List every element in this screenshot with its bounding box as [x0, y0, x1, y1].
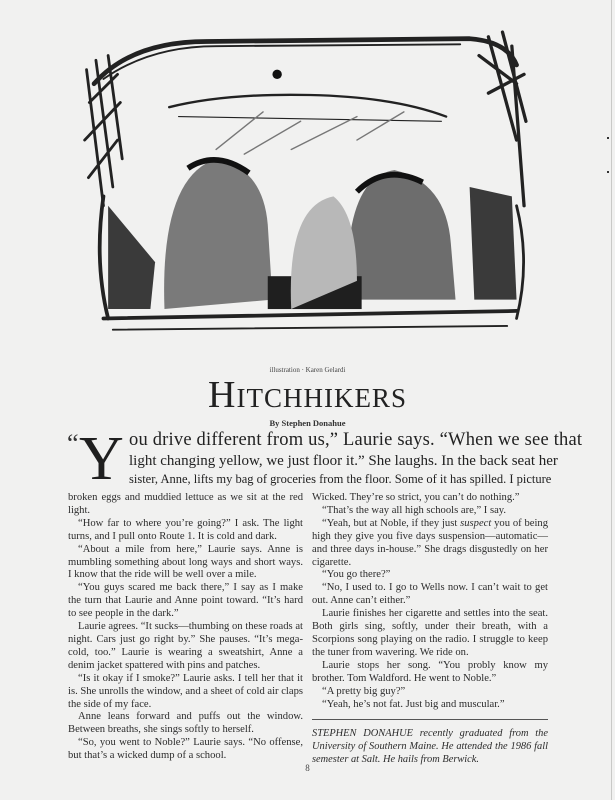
lead-line-3: sister, Anne, lifts my bag of groceries from the floor. Some of it has spilled. I picture: [129, 472, 552, 486]
paragraph: “About a mile from here,” Laurie says. Anne is mumbling something about long ways and short ways. I know that the ride will be well over a mile.: [68, 543, 303, 581]
paragraph: Laurie agrees. “It sucks—thumbing on these roads at night. Cars just go right by.” She pauses. “It’s mega-cold, too.” Laurie is wearing a sweatshirt, Anne a denim jacket spattered with pins and patches.: [68, 621, 303, 671]
lead-line-2: light changing yellow, we just floor it.” She laughs. In the back seat her: [129, 453, 558, 469]
paragraph: [312, 518, 548, 570]
text: you of being high they give you five days suspension—automatic—and three days in-house.” She drags disgustedly on her cigarette.: [312, 517, 548, 568]
paragraph: “So, you went to Noble?” Laurie says. “No offense, but that’s a wicked dump of a school.: [68, 737, 303, 762]
page-edge-mark: [607, 137, 609, 139]
lead-line-1: ou drive different from us,” Laurie says. “When we see that: [129, 430, 583, 450]
open-quote: “: [67, 429, 79, 458]
author-bio: STEPHEN DONAHUE recently graduated from the University of Southern Maine. He attended the 1986 fall semester at Salt. He hails from Berwick.: [312, 728, 548, 766]
paragraph: Laurie finishes her cigarette and settles into the seat. Both girls sing, softly, under their breath, with a Scorpions song playing on the radio. I struggle to keep the tuner from wavering. We ride on.: [312, 608, 548, 658]
right-column: [312, 492, 548, 767]
paragraph: “Yeah, he’s not fat. Just big and muscular.”: [322, 698, 505, 710]
paragraph: Anne leans forward and puffs out the window. Between breaths, she sings softly to herself.: [68, 711, 303, 736]
page-number: 8: [305, 763, 310, 773]
text: “Yeah, but at Noble, if they just: [322, 517, 461, 529]
illustration-credit: illustration · Karen Gelardi: [269, 366, 346, 374]
left-column: [68, 492, 303, 763]
emphasis: suspect: [460, 517, 492, 529]
lead-paragraph: [67, 425, 583, 493]
paragraph: broken eggs and muddied lettuce as we sit at the red light.: [68, 492, 303, 516]
drop-cap: Y: [79, 425, 124, 493]
paragraph: “You go there?”: [322, 569, 391, 581]
paragraph: “That’s the way all high schools are,” I say.: [322, 504, 507, 516]
byline: By Stephen Donahue: [269, 418, 346, 428]
article-title: Hitchhikers: [208, 374, 407, 416]
car-interior-illustration: [62, 18, 558, 356]
paragraph: “How far to where you’re going?” I ask. The light turns, and I pull onto Route 1. It is cold and dark.: [68, 517, 303, 542]
paragraph: “You guys scared me back there,” I say as I make the turn that Laurie and Anne point toward. “It’s hard to see people in the dark.”: [68, 582, 303, 620]
paragraph: “No, I used to. I go to Wells now. I can’t wait to get out. Anne can’t either.”: [312, 582, 548, 607]
paragraph: Wicked. They’re so strict, you can’t do nothing.”: [312, 492, 520, 503]
paragraph: Laurie stops her song. “You probly know my brother. Tom Waldford. He went to Noble.”: [312, 659, 548, 684]
paragraph: “Is it okay if I smoke?” Laurie asks. I tell her that it is. She unrolls the window, and a sheet of cold air claps the side of my face.: [68, 672, 303, 710]
page-edge-mark: [607, 171, 609, 173]
paragraph: “A pretty big guy?”: [322, 685, 406, 697]
divider: [312, 719, 548, 720]
